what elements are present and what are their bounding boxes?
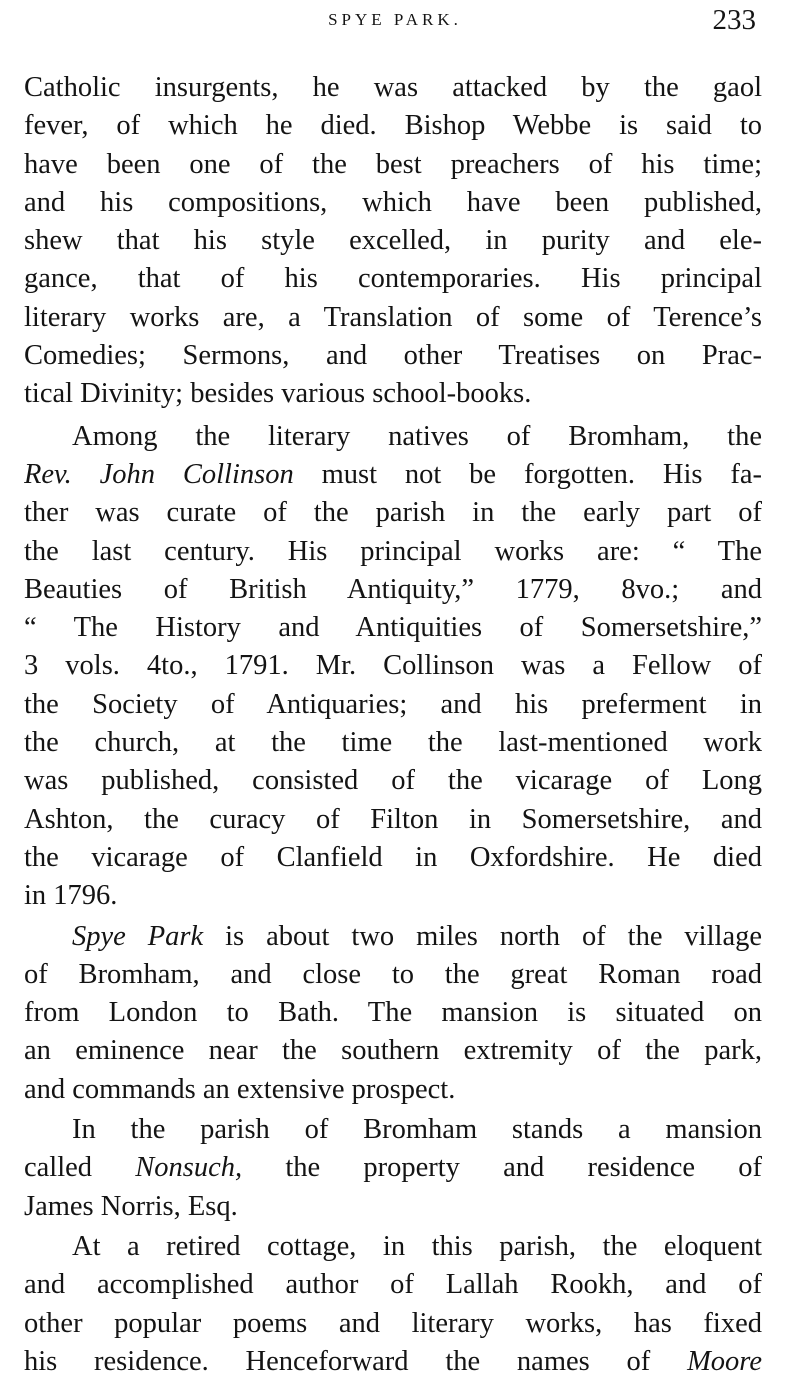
italic-text: Rev. John Collinson (24, 458, 294, 490)
text-run: literary works are, a Translation of some of Terence’s (24, 301, 762, 333)
text-line (24, 337, 762, 375)
body-text (24, 69, 762, 1381)
text-line (24, 1111, 762, 1149)
text-line (24, 762, 762, 800)
text-line (24, 686, 762, 724)
text-run: in 1796. (24, 880, 118, 912)
text-run: gance, that of his contemporaries. His principal (24, 263, 762, 295)
italic-text: Spye Park (72, 920, 204, 952)
text-run: of Bromham, and close to the great Roman road (24, 958, 762, 990)
text-line (24, 801, 762, 839)
text-run: was published, consisted of the vicarage of Long (24, 765, 762, 797)
text-line (24, 1188, 762, 1226)
text-line (24, 1305, 762, 1343)
italic-text: Nonsuch, (135, 1152, 243, 1184)
text-run: 3 vols. 4to., 1791. Mr. Collinson was a Fellow of (24, 650, 762, 682)
text-line (24, 184, 762, 222)
running-head (24, 4, 756, 38)
text-run: fever, of which he died. Bishop Webbe is said to (24, 110, 762, 142)
text-line (24, 956, 762, 994)
text-line (24, 418, 762, 456)
text-line (24, 107, 762, 145)
text-run: Comedies; Sermons, and other Treatises on Prac- (24, 340, 762, 372)
text-line (24, 994, 762, 1032)
text-line (24, 494, 762, 532)
text-run: Catholic insurgents, he was attacked by the gaol (24, 72, 762, 103)
text-run: Beauties of British Antiquity,” 1779, 8vo.; and (24, 573, 762, 605)
text-run: ther was curate of the parish in the early part of (24, 497, 762, 529)
text-run: is about two miles north of the village (203, 920, 762, 952)
text-line (24, 69, 762, 107)
text-run: James Norris, Esq. (24, 1190, 238, 1222)
text-line (24, 1032, 762, 1070)
text-run: the Society of Antiquaries; and his preferment in (24, 688, 762, 720)
text-run: In the parish of Bromham stands a mansion (72, 1114, 762, 1146)
text-run: and commands an extensive prospect. (24, 1073, 456, 1105)
text-run: from London to Bath. The mansion is situated on (24, 997, 762, 1029)
text-line (24, 571, 762, 609)
text-line (24, 609, 762, 647)
text-run: have been one of the best preachers of his time; (24, 148, 762, 180)
text-run: Ashton, the curacy of Filton in Somersetshire, and (24, 803, 762, 835)
text-run: an eminence near the southern extremity of the park, (24, 1035, 762, 1067)
text-run: tical Divinity; besides various school-books. (24, 378, 532, 410)
text-line (24, 533, 762, 571)
text-line (24, 375, 762, 413)
text-run: called (24, 1152, 136, 1184)
paragraph (24, 1111, 762, 1226)
text-run: other popular poems and literary works, has fixed (24, 1307, 762, 1339)
text-line (24, 456, 762, 494)
text-run: his residence. Henceforward the names of (24, 1345, 688, 1377)
paragraph (24, 1228, 762, 1381)
text-line (24, 647, 762, 685)
text-line (24, 1343, 762, 1381)
text-line (24, 918, 762, 956)
italic-text: Moore (687, 1345, 762, 1377)
paragraph (24, 418, 762, 916)
text-line (24, 146, 762, 184)
text-run: “ The History and Antiquities of Somersetshire,” (24, 612, 762, 644)
text-line (24, 1228, 762, 1266)
text-run: shew that his style excelled, in purity and ele- (24, 225, 762, 257)
text-run: and his compositions, which have been published, (24, 186, 762, 218)
text-run: the church, at the time the last-mentioned work (24, 727, 762, 759)
text-run: and accomplished author of Lallah Rookh, and of (24, 1269, 762, 1301)
text-line (24, 299, 762, 337)
text-line (24, 1149, 762, 1187)
paragraph (24, 69, 762, 414)
text-run: Among the literary natives of Bromham, the (72, 420, 762, 452)
text-line (24, 1266, 762, 1304)
text-run: the vicarage of Clanfield in Oxfordshire. He died (24, 841, 762, 873)
text-line (24, 1071, 762, 1109)
text-run: the property and residence of (242, 1152, 762, 1184)
text-line (24, 877, 762, 915)
text-line (24, 260, 762, 298)
text-line (24, 839, 762, 877)
text-run: must not be forgotten. His fa- (293, 458, 762, 490)
text-line (24, 724, 762, 762)
page-number: 233 (712, 4, 756, 36)
text-line (24, 222, 762, 260)
paragraph (24, 918, 762, 1109)
text-run: the last century. His principal works are: “ The (24, 535, 762, 567)
text-run: At a retired cottage, in this parish, the eloquent (72, 1230, 762, 1262)
running-title: SPYE PARK. (328, 10, 462, 29)
